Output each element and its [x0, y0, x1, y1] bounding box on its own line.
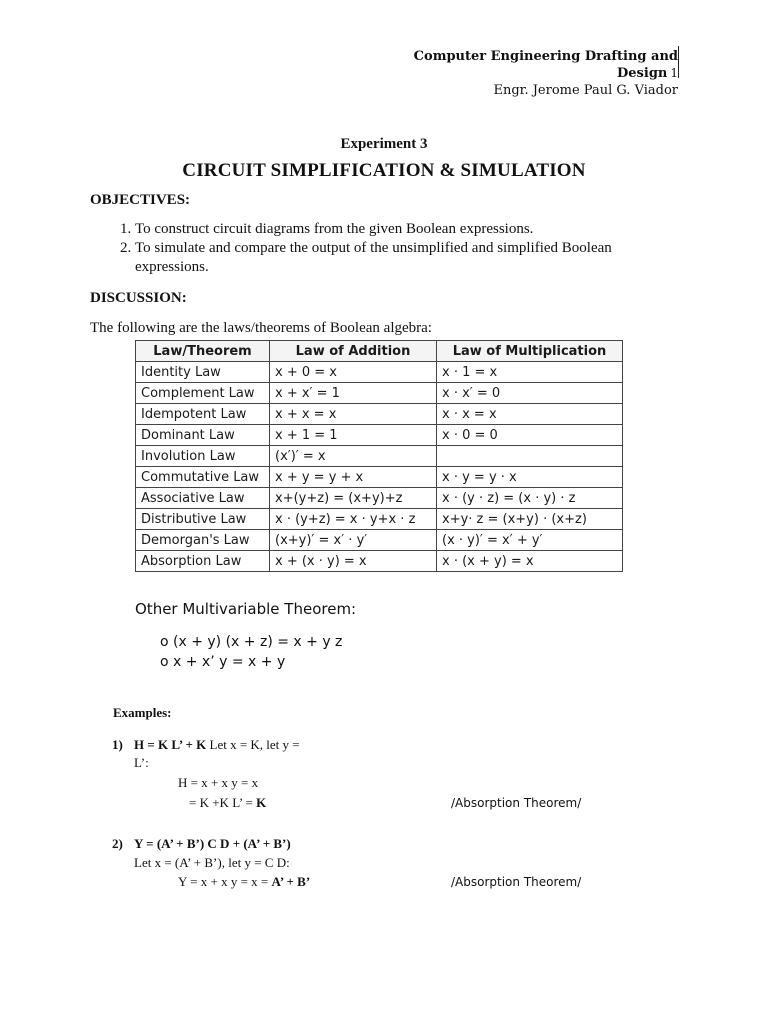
- law-multiplication: x · 0 = 0: [437, 425, 623, 446]
- table-row: [136, 362, 623, 383]
- table-row: [136, 446, 623, 467]
- theorem-item: o x + x’ y = x + y: [160, 654, 286, 670]
- law-multiplication: x · (x + y) = x: [437, 551, 623, 572]
- boolean-laws-table: [135, 340, 623, 572]
- law-addition: x + x = x: [270, 404, 437, 425]
- law-multiplication: x · y = y · x: [437, 467, 623, 488]
- objectives-list: [90, 220, 655, 277]
- example-2-let: Let x = (A’ + B’), let y = C D:: [134, 855, 290, 870]
- law-name: Absorption Law: [136, 551, 270, 572]
- example-1-statement: [134, 737, 300, 753]
- table-row: [136, 467, 623, 488]
- table-row: [136, 530, 623, 551]
- example-1-step2: [189, 795, 266, 811]
- law-name: Associative Law: [136, 488, 270, 509]
- law-name: Commutative Law: [136, 467, 270, 488]
- discussion-intro: The following are the laws/theorems of Boolean algebra:: [90, 320, 432, 336]
- law-addition: x + (x · y) = x: [270, 551, 437, 572]
- example-2-step: [178, 874, 310, 890]
- example-2-expression: Y = (A’ + B’) C D + (A’ + B’): [134, 836, 291, 851]
- column-header: Law of Addition: [270, 341, 437, 362]
- example-2-result: A’ + B’: [271, 874, 311, 889]
- table-row: [136, 404, 623, 425]
- law-addition: (x+y)′ = x′ · y′: [270, 530, 437, 551]
- law-addition: (x′)′ = x: [270, 446, 437, 467]
- example-1-let-cont: L’:: [134, 755, 149, 770]
- law-name: Distributive Law: [136, 509, 270, 530]
- header-divider: [678, 46, 679, 78]
- example-1-step1: H = x + x y = x: [178, 775, 259, 790]
- example-number: 1): [112, 737, 123, 752]
- column-header: Law/Theorem: [136, 341, 270, 362]
- course-title-line2: Design: [617, 66, 668, 81]
- law-name: Idempotent Law: [136, 404, 270, 425]
- objective-item: 2. To simulate and compare the output of the unsimplified and simplified Boolean expressions.: [135, 239, 655, 277]
- table-header-row: [136, 341, 623, 362]
- law-addition: x · (y+z) = x · y+x · z: [270, 509, 437, 530]
- theorem-item: o (x + y) (x + z) = x + y z: [160, 634, 343, 650]
- discussion-heading: DISCUSSION:: [90, 290, 187, 306]
- law-addition: x + 0 = x: [270, 362, 437, 383]
- example-1-let: Let x = K, let y =: [209, 737, 300, 752]
- example-2-step-text: Y = x + x y = x =: [178, 874, 269, 889]
- example-number: 2): [112, 836, 123, 851]
- experiment-label: Experiment 3: [340, 136, 428, 152]
- table-row: [136, 509, 623, 530]
- law-multiplication: x · (y · z) = (x · y) · z: [437, 488, 623, 509]
- example-1-result: K: [256, 795, 267, 810]
- law-multiplication: x · x = x: [437, 404, 623, 425]
- law-name: Involution Law: [136, 446, 270, 467]
- table-row: [136, 551, 623, 572]
- examples-heading: Examples:: [113, 705, 172, 720]
- table-row: [136, 383, 623, 404]
- objectives-heading: OBJECTIVES:: [90, 192, 191, 208]
- law-name: Complement Law: [136, 383, 270, 404]
- law-name: Demorgan's Law: [136, 530, 270, 551]
- example-1-step2-text: = K +K L’ =: [189, 795, 253, 810]
- column-header: Law of Multiplication: [437, 341, 623, 362]
- example-1-note: /Absorption Theorem/: [451, 796, 582, 810]
- table-row: [136, 488, 623, 509]
- page-number: 1: [670, 66, 678, 80]
- law-addition: x+(y+z) = (x+y)+z: [270, 488, 437, 509]
- example-1-expression: H = K L’ + K: [134, 737, 207, 752]
- page-header: [414, 48, 678, 99]
- law-multiplication: (x · y)′ = x′ + y′: [437, 530, 623, 551]
- other-theorem-heading: Other Multivariable Theorem:: [135, 600, 357, 618]
- law-addition: x + x′ = 1: [270, 383, 437, 404]
- author-name: Engr. Jerome Paul G. Viador: [493, 83, 678, 98]
- law-addition: x + y = y + x: [270, 467, 437, 488]
- table-row: [136, 425, 623, 446]
- law-name: Dominant Law: [136, 425, 270, 446]
- page-title: CIRCUIT SIMPLIFICATION & SIMULATION: [182, 160, 586, 181]
- law-name: Identity Law: [136, 362, 270, 383]
- course-title-line1: Computer Engineering Drafting and: [413, 49, 678, 64]
- law-multiplication: x · 1 = x: [437, 362, 623, 383]
- example-2-note: /Absorption Theorem/: [451, 875, 582, 889]
- objective-item: 1. To construct circuit diagrams from the given Boolean expressions.: [135, 220, 655, 239]
- law-multiplication: x · x′ = 0: [437, 383, 623, 404]
- law-addition: x + 1 = 1: [270, 425, 437, 446]
- law-multiplication: x+y· z = (x+y) · (x+z): [437, 509, 623, 530]
- law-multiplication: [437, 446, 623, 467]
